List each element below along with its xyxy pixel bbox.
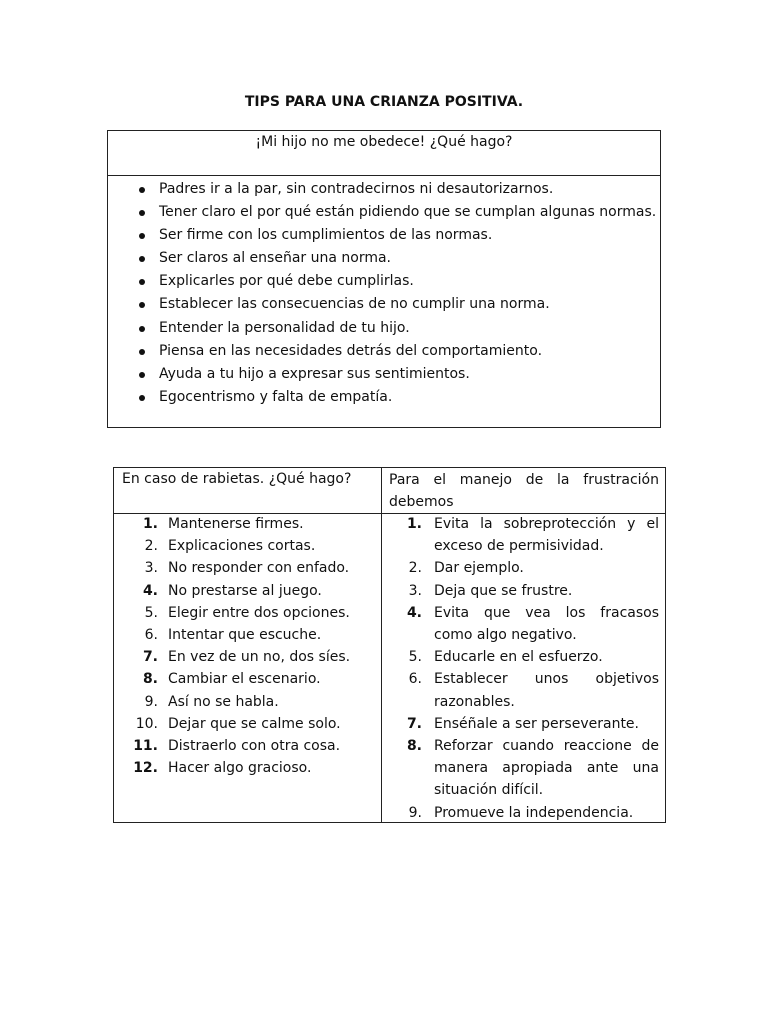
- list-item: 8. Reforzar cuando reaccione de manera apropiada ante una situación difícil.: [406, 738, 659, 799]
- list-item: 5. Elegir entre dos opciones.: [144, 604, 350, 621]
- list-item: Establecer las consecuencias de no cumplir una norma.: [108, 293, 660, 316]
- list-item: 6. Intentar que escuche.: [144, 627, 322, 644]
- page-title: TIPS PARA UNA CRIANZA POSITIVA.: [244, 94, 524, 110]
- list-item: 7. En vez de un no, dos síes.: [142, 649, 351, 666]
- list-item: Egocentrismo y falta de empatía.: [108, 386, 660, 409]
- list-item: 2. Explicaciones cortas.: [144, 538, 316, 555]
- bullet-icon: [139, 372, 145, 378]
- list-item: Ayuda a tu hijo a expresar sus sentimientos.: [108, 363, 660, 386]
- list-item: 1. Mantenerse firmes.: [142, 516, 304, 532]
- list-item: Tener claro el por qué están pidiendo que se cumplan algunas normas.: [108, 201, 660, 224]
- obedience-tips-list: [108, 176, 660, 409]
- list-item: 5. Educarle en el esfuerzo.: [408, 649, 603, 666]
- bullet-icon: [139, 256, 145, 262]
- frustration-tips-list: [382, 513, 666, 824]
- list-item: Ser firme con los cumplimientos de las normas.: [108, 224, 660, 247]
- bullet-icon: [139, 395, 145, 401]
- obedience-table: [107, 130, 661, 428]
- list-item: Entender la personalidad de tu hijo.: [108, 317, 660, 340]
- list-item: 4. No prestarse al juego.: [142, 582, 322, 599]
- list-item: Explicarles por qué debe cumplirlas.: [108, 270, 660, 293]
- list-item: 1. Evita la sobreprotección y el exceso de permisividad.: [406, 516, 659, 555]
- bullet-icon: [139, 302, 145, 308]
- bullet-icon: [139, 326, 145, 332]
- list-item: 8. Cambiar el escenario.: [142, 671, 321, 688]
- tantrum-frustration-table: [113, 467, 666, 823]
- bullet-icon: [139, 187, 145, 193]
- frustration-column-header: Para el manejo de la frustración debemos: [389, 472, 659, 510]
- list-item: 2. Dar ejemplo.: [408, 560, 524, 577]
- bullet-icon: [139, 349, 145, 355]
- list-item: Padres ir a la par, sin contradecirnos ni desautorizarnos.: [108, 178, 660, 201]
- list-item: 6. Establecer unos objetivos razonables.: [408, 671, 659, 710]
- list-item: 3. No responder con enfado.: [144, 560, 350, 577]
- list-item: 4. Evita que vea los fracasos como algo negativo.: [406, 604, 659, 644]
- bullet-icon: [139, 279, 145, 285]
- list-item: Ser claros al enseñar una norma.: [108, 247, 660, 270]
- list-item: 10. Dejar que se calme solo.: [135, 715, 341, 732]
- bullet-icon: [139, 233, 145, 239]
- obedience-table-header: ¡Mi hijo no me obedece! ¿Qué hago?: [108, 131, 660, 176]
- tantrum-column-header: En caso de rabietas. ¿Qué hago?: [122, 471, 352, 487]
- bullet-icon: [139, 210, 145, 216]
- list-item: 11. Distraerlo con otra cosa.: [133, 738, 341, 755]
- tantrum-tips-list: [114, 513, 381, 779]
- list-item: 9. Así no se habla.: [144, 693, 279, 710]
- list-item: Piensa en las necesidades detrás del comportamiento.: [108, 340, 660, 363]
- list-item: 3. Deja que se frustre.: [408, 582, 573, 599]
- list-item: 12. Hacer algo gracioso.: [133, 760, 312, 777]
- list-item: 9. Promueve la independencia.: [408, 804, 634, 821]
- list-item: 7. Enséñale a ser perseverante.: [406, 715, 639, 732]
